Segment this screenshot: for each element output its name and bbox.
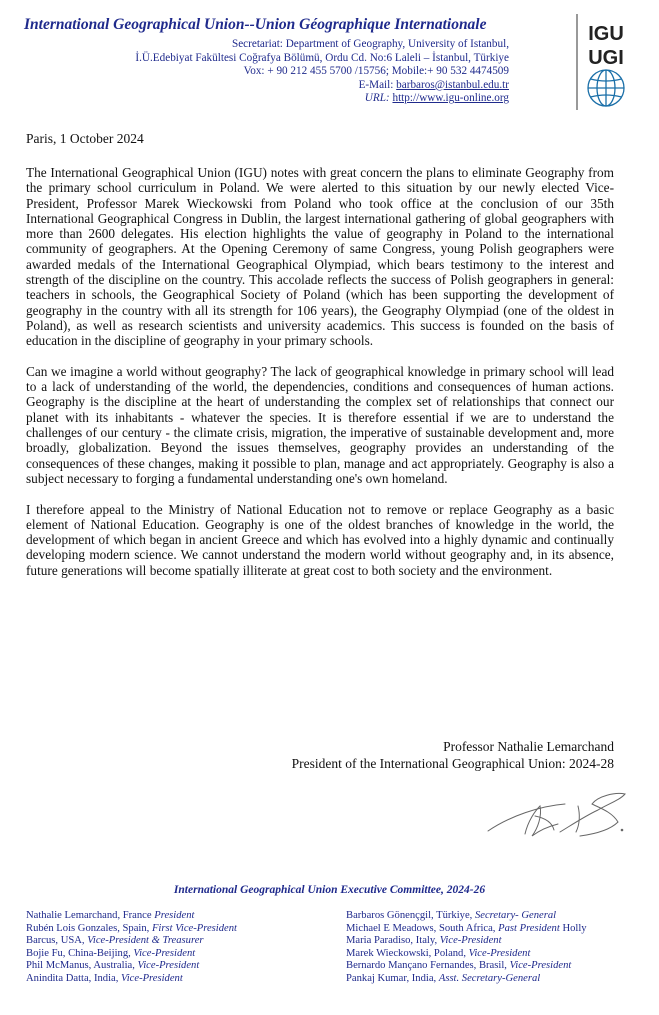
committee-member: Barcus, USA, Vice-President & Treasurer	[26, 935, 204, 946]
email-line	[135, 79, 509, 93]
igu-logo	[575, 12, 635, 112]
url-label: URL:	[364, 92, 390, 105]
committee-list-right	[346, 910, 587, 985]
letterhead-contact	[135, 38, 509, 106]
committee-list-left	[26, 910, 237, 985]
committee-member: Marek Wieckowski, Poland, Vice-President	[346, 947, 531, 959]
committee-member: Michael E Meadows, South Africa, Past President Holly	[346, 922, 587, 934]
committee-member: Bernardo Mançano Fernandes, Brasil, Vice-President	[346, 960, 572, 971]
email-label: E-Mail:	[358, 78, 394, 91]
logo-text-bottom: UGI	[588, 47, 624, 69]
signatory-title: President of the International Geographical Union: 2024-28	[291, 756, 614, 771]
address-line: İ.Ü.Edebiyat Fakültesi Coğrafya Bölümü, Ordu Cd. No:6 Laleli – İstanbul, Türkiye	[135, 51, 509, 64]
committee-title: International Geographical Union Executive Committee, 2024-26	[173, 884, 486, 896]
phone-line: Vox: + 90 212 455 5700 /15756; Mobile:+ 90 532 4474509	[243, 65, 509, 78]
committee-member: Maria Paradiso, Italy, Vice-President	[346, 935, 502, 946]
paragraph-3: I therefore appeal to the Ministry of National Education not to remove or replace Geography as a basic element of National Education. Geography is one of the oldest branches of knowledge in the world, the development of which began in ancient Greece and which has evolved into a highly dynamic and continually developing modern science. We cannot understand the modern world without geography and, in its absence, future generations will become spatially illiterate at great cost to both society and the environment.	[26, 501, 614, 578]
url-link[interactable]: http://www.igu-online.org	[392, 92, 509, 105]
committee-member: Anindita Datta, India, Vice-President	[26, 972, 183, 984]
signatory-name: Professor Nathalie Lemarchand	[443, 739, 614, 754]
logo-text-top: IGU	[588, 23, 624, 45]
letter-date: Paris, 1 October 2024	[26, 131, 144, 146]
letter-body	[26, 165, 614, 593]
globe-icon	[588, 70, 624, 106]
url-line	[135, 92, 509, 106]
paragraph-1: The International Geographical Union (IGU) notes with great concern the plans to eliminate Geography from the primary school curriculum in Poland. We were alerted to this situation by our newly elected Vice-President, Professor Marek Wieckowski from Poland who took office at the conclusion of our 35th International Geographical Congress in Dublin, the largest international gathering of global geographers with more than 2600 delegates. His election highlights the value of geography in Poland to the international community of geographers. At the Opening Ceremony of same Congress, young Polish geographers were awarded medals of the International Geographical Olympiad, which bears testimony to the interest and strength of the discipline on the country. This accolade reflects the success of Polish geographers in general: teachers in schools, the Geographical Society of Poland (which has been supporting the development of geography in the country with all its strength for 106 years), the Geography Olympiad (one of the oldest in Poland), as well as research scientists and university academics. This success is founded on the basis of education in the discipline of geography in your primary schools.	[26, 165, 614, 349]
handwritten-signature	[480, 786, 630, 846]
paragraph-2: Can we imagine a world without geography? The lack of geographical knowledge in primary school will lead to a lack of understanding of the world, the dependencies, conditions and consequences of human actions. Geography is the discipline at the heart of understanding the complex set of relationships that connect our planet with its inhabitants - whatever the species. It is therefore essential if we are to understand the challenges of our century - the climate crisis, migration, the imperative of sustainable development and, more broadly, globalization. Beyond the issues themselves, geography provides an understanding of the consequences of these changes, making it possible to plan, manage and act appropriately. Geography is also a subject necessary to forging a fundamental understanding one's own homeland.	[26, 363, 614, 486]
committee-member: Nathalie Lemarchand, France President	[26, 910, 195, 921]
signature-block	[292, 738, 614, 772]
committee-member: Bojie Fu, China-Beijing, Vice-President	[26, 947, 196, 959]
email-link[interactable]: barbaros@istanbul.edu.tr	[396, 78, 509, 91]
secretariat-line: Secretariat: Department of Geography, University of Istanbul,	[231, 38, 509, 50]
committee-member: Rubén Lois Gonzales, Spain, First Vice-President	[26, 922, 237, 934]
org-title: International Geographical Union--Union Géographique Internationale	[24, 16, 487, 33]
committee-member: Barbaros Gönençgil, Türkiye, Secretary- General	[346, 910, 557, 921]
committee-member: Pankaj Kumar, India, Asst. Secretary-General	[346, 972, 541, 984]
committee-member: Phil McManus, Australia, Vice-President	[26, 960, 200, 971]
